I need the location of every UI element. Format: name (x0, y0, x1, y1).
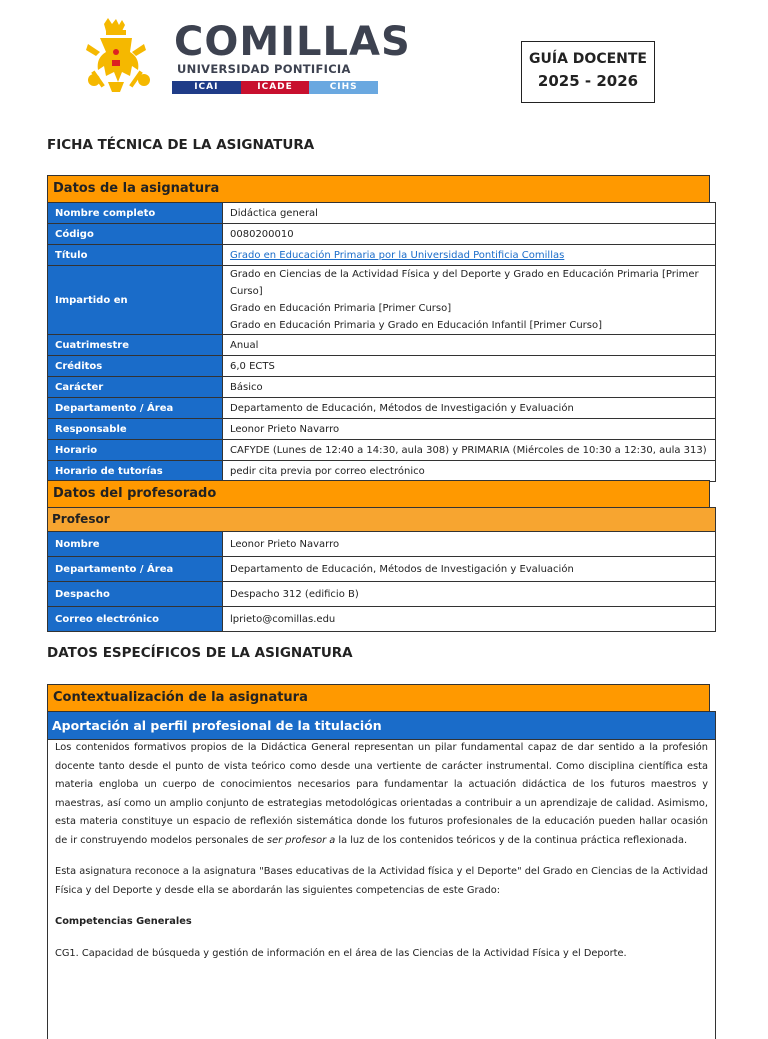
row-label: Responsable (48, 419, 223, 440)
row-label: Nombre completo (48, 203, 223, 224)
crest-icon (86, 18, 164, 98)
impartido-line: Grado en Ciencias de la Actividad Física y del Deporte y Grado en Educación Primaria [Primer Curso] (230, 269, 699, 297)
band-icai: ICAI (172, 81, 241, 94)
row-label: Carácter (48, 377, 223, 398)
row-value: 6,0 ECTS (223, 356, 716, 377)
table-row (48, 377, 716, 398)
paragraph-2: Esta asignatura reconoce a la asignatura "Bases educativas de la Actividad física y el Deporte" del Grado en Ciencias de la Actividad Física y del Deporte y desde ella se abordarán las siguientes competencias de este Grado: (55, 866, 708, 896)
row-value: Didáctica general (223, 203, 716, 224)
table-row (48, 398, 716, 419)
profesorado-table (47, 531, 716, 632)
row-label: Código (48, 224, 223, 245)
row-label: Créditos (48, 356, 223, 377)
row-label: Despacho (48, 582, 223, 607)
datos-asignatura-header: Datos de la asignatura (47, 175, 710, 203)
row-value: lprieto@comillas.edu (223, 607, 716, 632)
table-row (48, 582, 716, 607)
table-row (48, 419, 716, 440)
brand-subtitle: UNIVERSIDAD PONTIFICIA (177, 62, 351, 76)
table-row (48, 607, 716, 632)
profesorado-header: Datos del profesorado (47, 480, 710, 508)
row-value: Leonor Prieto Navarro (223, 419, 716, 440)
contexto-header: Contextualización de la asignatura (47, 684, 710, 712)
table-row (48, 224, 716, 245)
row-value: Básico (223, 377, 716, 398)
row-value: Leonor Prieto Navarro (223, 532, 716, 557)
aportacion-content (47, 739, 716, 1039)
row-label: Impartido en (48, 266, 223, 335)
row-label: Departamento / Área (48, 398, 223, 419)
band-cihs: CIHS (309, 81, 378, 94)
competencias-title: Competencias Generales (55, 916, 192, 927)
impartido-line: Grado en Educación Primaria y Grado en Educación Infantil [Primer Curso] (230, 320, 603, 331)
row-value: Despacho 312 (edificio B) (223, 582, 716, 607)
row-value: 0080200010 (223, 224, 716, 245)
band-icade: ICADE (241, 81, 310, 94)
emphasis: ser profesor a (267, 834, 336, 846)
comillas-logo (86, 18, 411, 98)
table-row (48, 356, 716, 377)
table-row (48, 245, 716, 266)
paragraph-1: Los contenidos formativos propios de la Didáctica General representan un pilar fundamental capaz de dar sentido a la profesión docente tanto desde el punto de vista teórico como desde una vertiente de carácter instrumental. Como disciplina científica esta materia engloba un cuerpo de conocimientos necesarios para fundamentar la actuación didáctica de los futuros maestros y maestras, así como un amplio conjunto de estrategias metodológicas orientadas a contribuir a un aprendizaje de calidad. Asimismo, esta materia constituye un espacio de reflexión sistemática donde los futuros profesionales de la educación pueden hallar ocasión de ir construyendo modelos personales de ser profesor a la luz de los contenidos teóricos y de la continua práctica reflexionada. (55, 742, 708, 846)
datos-asignatura-table (47, 202, 716, 482)
row-value: Departamento de Educación, Métodos de Investigación y Evaluación (223, 398, 716, 419)
table-row (48, 461, 716, 482)
table-row (48, 335, 716, 356)
row-label: Correo electrónico (48, 607, 223, 632)
guide-box (521, 41, 655, 103)
row-value: CAFYDE (Lunes de 12:40 a 14:30, aula 308) y PRIMARIA (Miércoles de 10:30 a 12:30, aula 313) (223, 440, 716, 461)
aportacion-header: Aportación al perfil profesional de la titulación (47, 711, 716, 740)
table-row (48, 266, 716, 335)
row-value: pedir cita previa por correo electrónico (223, 461, 716, 482)
guide-year: 2025 - 2026 (537, 72, 639, 90)
brand-bands (172, 81, 378, 94)
especificos-title: DATOS ESPECÍFICOS DE LA ASIGNATURA (47, 645, 353, 661)
row-label: Horario de tutorías (48, 461, 223, 482)
brand-name: COMILLAS (174, 19, 411, 65)
row-label: Nombre (48, 532, 223, 557)
ficha-title: FICHA TÉCNICA DE LA ASIGNATURA (47, 137, 315, 153)
titulo-link[interactable]: Grado en Educación Primaria por la Universidad Pontificia Comillas (230, 249, 565, 261)
impartido-line: Grado en Educación Primaria [Primer Curso] (230, 303, 452, 314)
cg1: CG1. Capacidad de búsqueda y gestión de información en el área de las Ciencias de la Actividad Física y el Deporte. (55, 947, 627, 959)
row-label: Horario (48, 440, 223, 461)
guide-title: GUÍA DOCENTE (529, 51, 647, 67)
table-row (48, 203, 716, 224)
row-value: Anual (223, 335, 716, 356)
row-label: Título (48, 245, 223, 266)
table-row (48, 532, 716, 557)
row-value: Departamento de Educación, Métodos de Investigación y Evaluación (223, 557, 716, 582)
row-label: Cuatrimestre (48, 335, 223, 356)
row-label: Departamento / Área (48, 557, 223, 582)
table-row (48, 440, 716, 461)
table-row (48, 557, 716, 582)
profesor-subheader: Profesor (47, 507, 716, 532)
